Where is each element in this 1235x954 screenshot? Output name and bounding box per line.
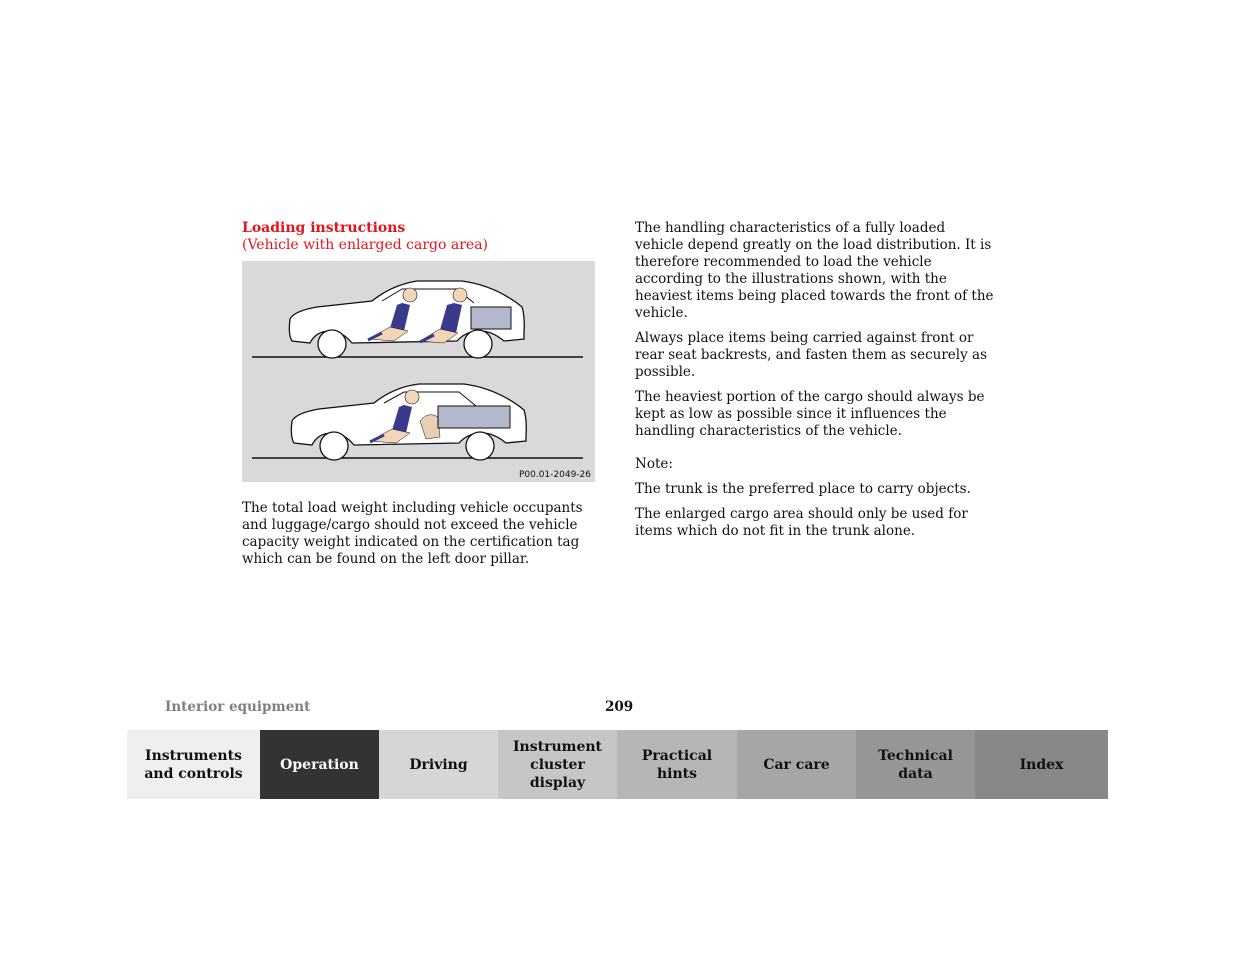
footer-section-title: Interior equipment xyxy=(165,699,311,715)
loading-illustration xyxy=(242,261,595,482)
nav-tab-instruments-and-controls[interactable] xyxy=(127,730,260,799)
handling-paragraph: The handling characteristics of a fully loaded vehicle depend greatly on the load distribution. It is therefore recommended to load the vehicle according to the illustrations shown, with the heaviest items being placed towards the front of the vehicle. xyxy=(635,220,994,321)
car-loading-diagram xyxy=(242,261,595,482)
nav-tab-label: Car care xyxy=(763,756,830,773)
nav-tab-index[interactable] xyxy=(975,730,1108,799)
nav-tab-instrument-cluster-display[interactable] xyxy=(498,730,617,799)
nav-tab-practical-hints[interactable] xyxy=(617,730,737,799)
load-weight-paragraph: The total load weight including vehicle occupants and luggage/cargo should not exceed the vehicle capacity weight indicated on the certification tag which can be found on the left door pillar. xyxy=(242,500,583,567)
right-column xyxy=(635,220,995,548)
figure-code: P00.01-2049-26 xyxy=(518,470,591,480)
car-bottom-illustration xyxy=(252,384,583,460)
nav-tab-label: Instrument cluster display xyxy=(513,738,602,791)
cargo-low-paragraph: The heaviest portion of the cargo should always be kept as low as possible since it influences the handling characteristics of the vehicle. xyxy=(635,389,985,439)
nav-tab-label: Driving xyxy=(409,756,468,773)
car-top-illustration xyxy=(252,281,583,358)
page-number: 209 xyxy=(605,699,634,715)
section-heading: Loading instructions xyxy=(242,220,406,236)
nav-tab-label: Technical data xyxy=(878,747,953,782)
nav-tab-label: Practical hints xyxy=(641,747,713,782)
nav-tab-label: Operation xyxy=(280,756,359,773)
section-subheading: (Vehicle with enlarged cargo area) xyxy=(242,237,489,253)
nav-tab-technical-data[interactable] xyxy=(856,730,975,799)
backrest-paragraph: Always place items being carried against front or rear seat backrests, and fasten them as securely as possible. xyxy=(635,330,988,380)
note-label: Note: xyxy=(635,456,673,472)
trunk-paragraph: The trunk is the preferred place to carry objects. xyxy=(635,481,971,497)
nav-tab-label: Instruments and controls xyxy=(144,747,243,782)
nav-tab-driving[interactable] xyxy=(379,730,498,799)
left-column xyxy=(242,220,597,576)
chapter-navbar xyxy=(127,730,1108,799)
nav-tab-car-care[interactable] xyxy=(737,730,856,799)
nav-tab-operation[interactable] xyxy=(260,730,379,799)
enlarged-cargo-paragraph: The enlarged cargo area should only be used for items which do not fit in the trunk alone. xyxy=(635,506,968,539)
nav-tab-label: Index xyxy=(1019,756,1064,773)
